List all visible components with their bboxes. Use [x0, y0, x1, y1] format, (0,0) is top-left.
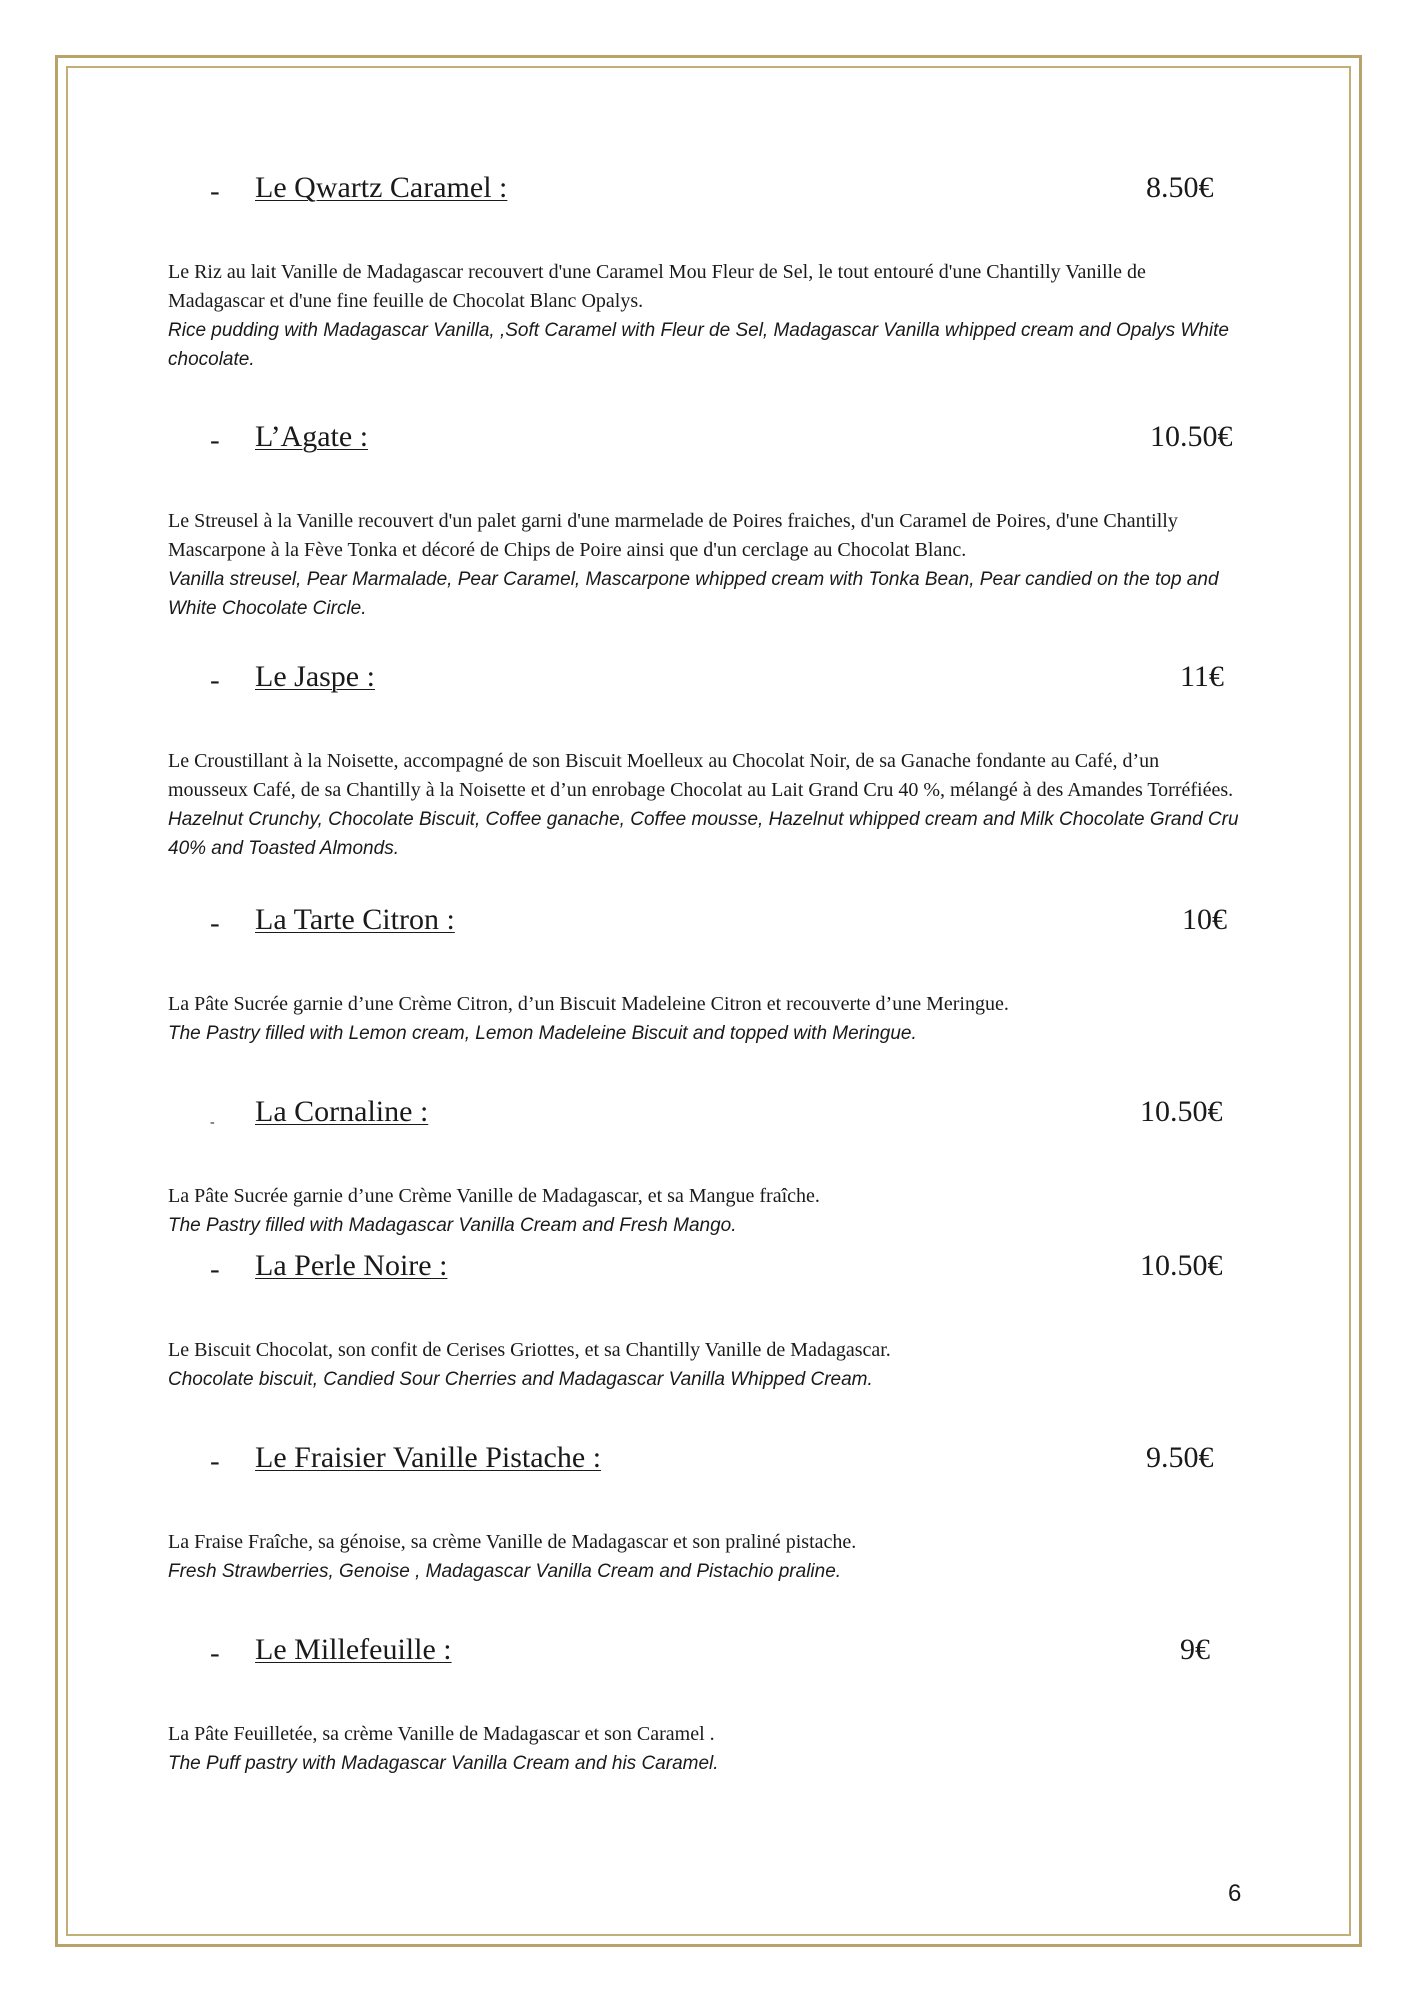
menu-item-agate	[168, 417, 1236, 623]
bullet-dash: -	[210, 1637, 220, 1669]
item-title: Le Jaspe :	[255, 660, 375, 693]
bullet-dash: -	[210, 1445, 220, 1477]
item-description-en: Fresh Strawberries, Genoise , Madagascar Vanilla Cream and Pistachio praline.	[168, 1561, 842, 1582]
item-description-en: Rice pudding with Madagascar Vanilla, ,Soft Caramel with Fleur de Sel, Madagascar Vanilla whipped cream and Opalys White chocolate.	[168, 320, 1230, 370]
page-number: 6	[1228, 1880, 1242, 1907]
bullet-dash: -	[210, 424, 220, 456]
menu-item-header	[168, 1092, 1236, 1138]
item-price: 10.50€	[1140, 1095, 1223, 1128]
item-price: 11€	[1180, 660, 1224, 693]
menu-item-tarte-citron	[168, 900, 1236, 1048]
item-description-fr: Le Croustillant à la Noisette, accompagné de son Biscuit Moelleux au Chocolat Noir, de sa Ganache fondante au Café, d’un mousseux Café, de sa Chantilly à la Noisette et d’un enrobage Chocolat au Lait Grand Cru 40 %, mélangé à des Amandes Torréfiées.	[168, 750, 1234, 801]
item-price: 10.50€	[1150, 420, 1233, 453]
item-price: 10.50€	[1140, 1249, 1223, 1282]
menu-item-header	[168, 417, 1236, 463]
item-title: Le Millefeuille :	[255, 1633, 452, 1666]
item-title: La Tarte Citron :	[255, 903, 455, 936]
menu-item-cornaline	[168, 1092, 1236, 1240]
menu-item-jaspe	[168, 657, 1239, 863]
bullet-dash: -	[210, 175, 220, 207]
item-price: 8.50€	[1146, 171, 1214, 204]
item-description-en: Vanilla streusel, Pear Marmalade, Pear Caramel, Mascarpone whipped cream with Tonka Bean, Pear candied on the top and White Chocolate Circle.	[168, 569, 1219, 619]
item-description-en: Chocolate biscuit, Candied Sour Cherries and Madagascar Vanilla Whipped Cream.	[168, 1369, 873, 1390]
item-description-fr: La Pâte Sucrée garnie d’une Crème Vanille de Madagascar, et sa Mangue fraîche.	[168, 1185, 820, 1207]
item-price: 9.50€	[1146, 1441, 1214, 1474]
bullet-dash: -	[210, 1115, 215, 1130]
menu-item-header	[168, 1438, 1236, 1484]
item-description-en: Hazelnut Crunchy, Chocolate Biscuit, Coffee ganache, Coffee mousse, Hazelnut whipped cream and Milk Chocolate Grand Cru 40% and Toasted Almonds.	[168, 809, 1239, 859]
bullet-dash: -	[210, 1253, 220, 1285]
item-description-fr: La Fraise Fraîche, sa génoise, sa crème Vanille de Madagascar et son praliné pistache.	[168, 1531, 857, 1553]
item-description-fr: Le Riz au lait Vanille de Madagascar recouvert d'une Caramel Mou Fleur de Sel, le tout entouré d'une Chantilly Vanille de Madagascar et d'une fine feuille de Chocolat Blanc Opalys.	[168, 261, 1146, 312]
item-description-fr: La Pâte Feuilletée, sa crème Vanille de Madagascar et son Caramel .	[168, 1723, 715, 1745]
menu-item-millefeuille	[168, 1630, 1236, 1778]
menu-item-fraisier	[168, 1438, 1236, 1586]
item-title: L’Agate :	[255, 420, 369, 453]
item-price: 10€	[1182, 903, 1227, 936]
item-title: Le Fraisier Vanille Pistache :	[255, 1441, 602, 1474]
item-price: 9€	[1180, 1633, 1210, 1666]
menu-item-perle-noire	[168, 1246, 1236, 1394]
item-title: La Perle Noire :	[255, 1249, 448, 1282]
menu-item-qwartz-caramel	[168, 168, 1236, 374]
item-description-fr: La Pâte Sucrée garnie d’une Crème Citron, d’un Biscuit Madeleine Citron et recouverte d’une Meringue.	[168, 993, 1009, 1015]
bullet-dash: -	[210, 664, 220, 696]
item-description-en: The Pastry filled with Lemon cream, Lemon Madeleine Biscuit and topped with Meringue.	[168, 1023, 917, 1044]
menu-item-header	[168, 168, 1236, 214]
item-title: La Cornaline :	[255, 1095, 429, 1128]
item-description-fr: Le Biscuit Chocolat, son confit de Cerises Griottes, et sa Chantilly Vanille de Madagascar.	[168, 1339, 891, 1361]
menu-item-header	[168, 657, 1236, 703]
menu-item-header	[168, 1630, 1236, 1676]
bullet-dash: -	[210, 907, 220, 939]
item-title: Le Qwartz Caramel :	[255, 171, 508, 204]
item-description-en: The Pastry filled with Madagascar Vanilla Cream and Fresh Mango.	[168, 1215, 737, 1236]
item-description-en: The Puff pastry with Madagascar Vanilla Cream and his Caramel.	[168, 1753, 719, 1774]
menu-item-header	[168, 900, 1236, 946]
menu-item-header	[168, 1246, 1236, 1292]
item-description-fr: Le Streusel à la Vanille recouvert d'un palet garni d'une marmelade de Poires fraiches, d'un Caramel de Poires, d'une Chantilly Mascarpone à la Fève Tonka et décoré de Chips de Poire ainsi que d'un cerclage au Chocolat Blanc.	[168, 510, 1178, 561]
